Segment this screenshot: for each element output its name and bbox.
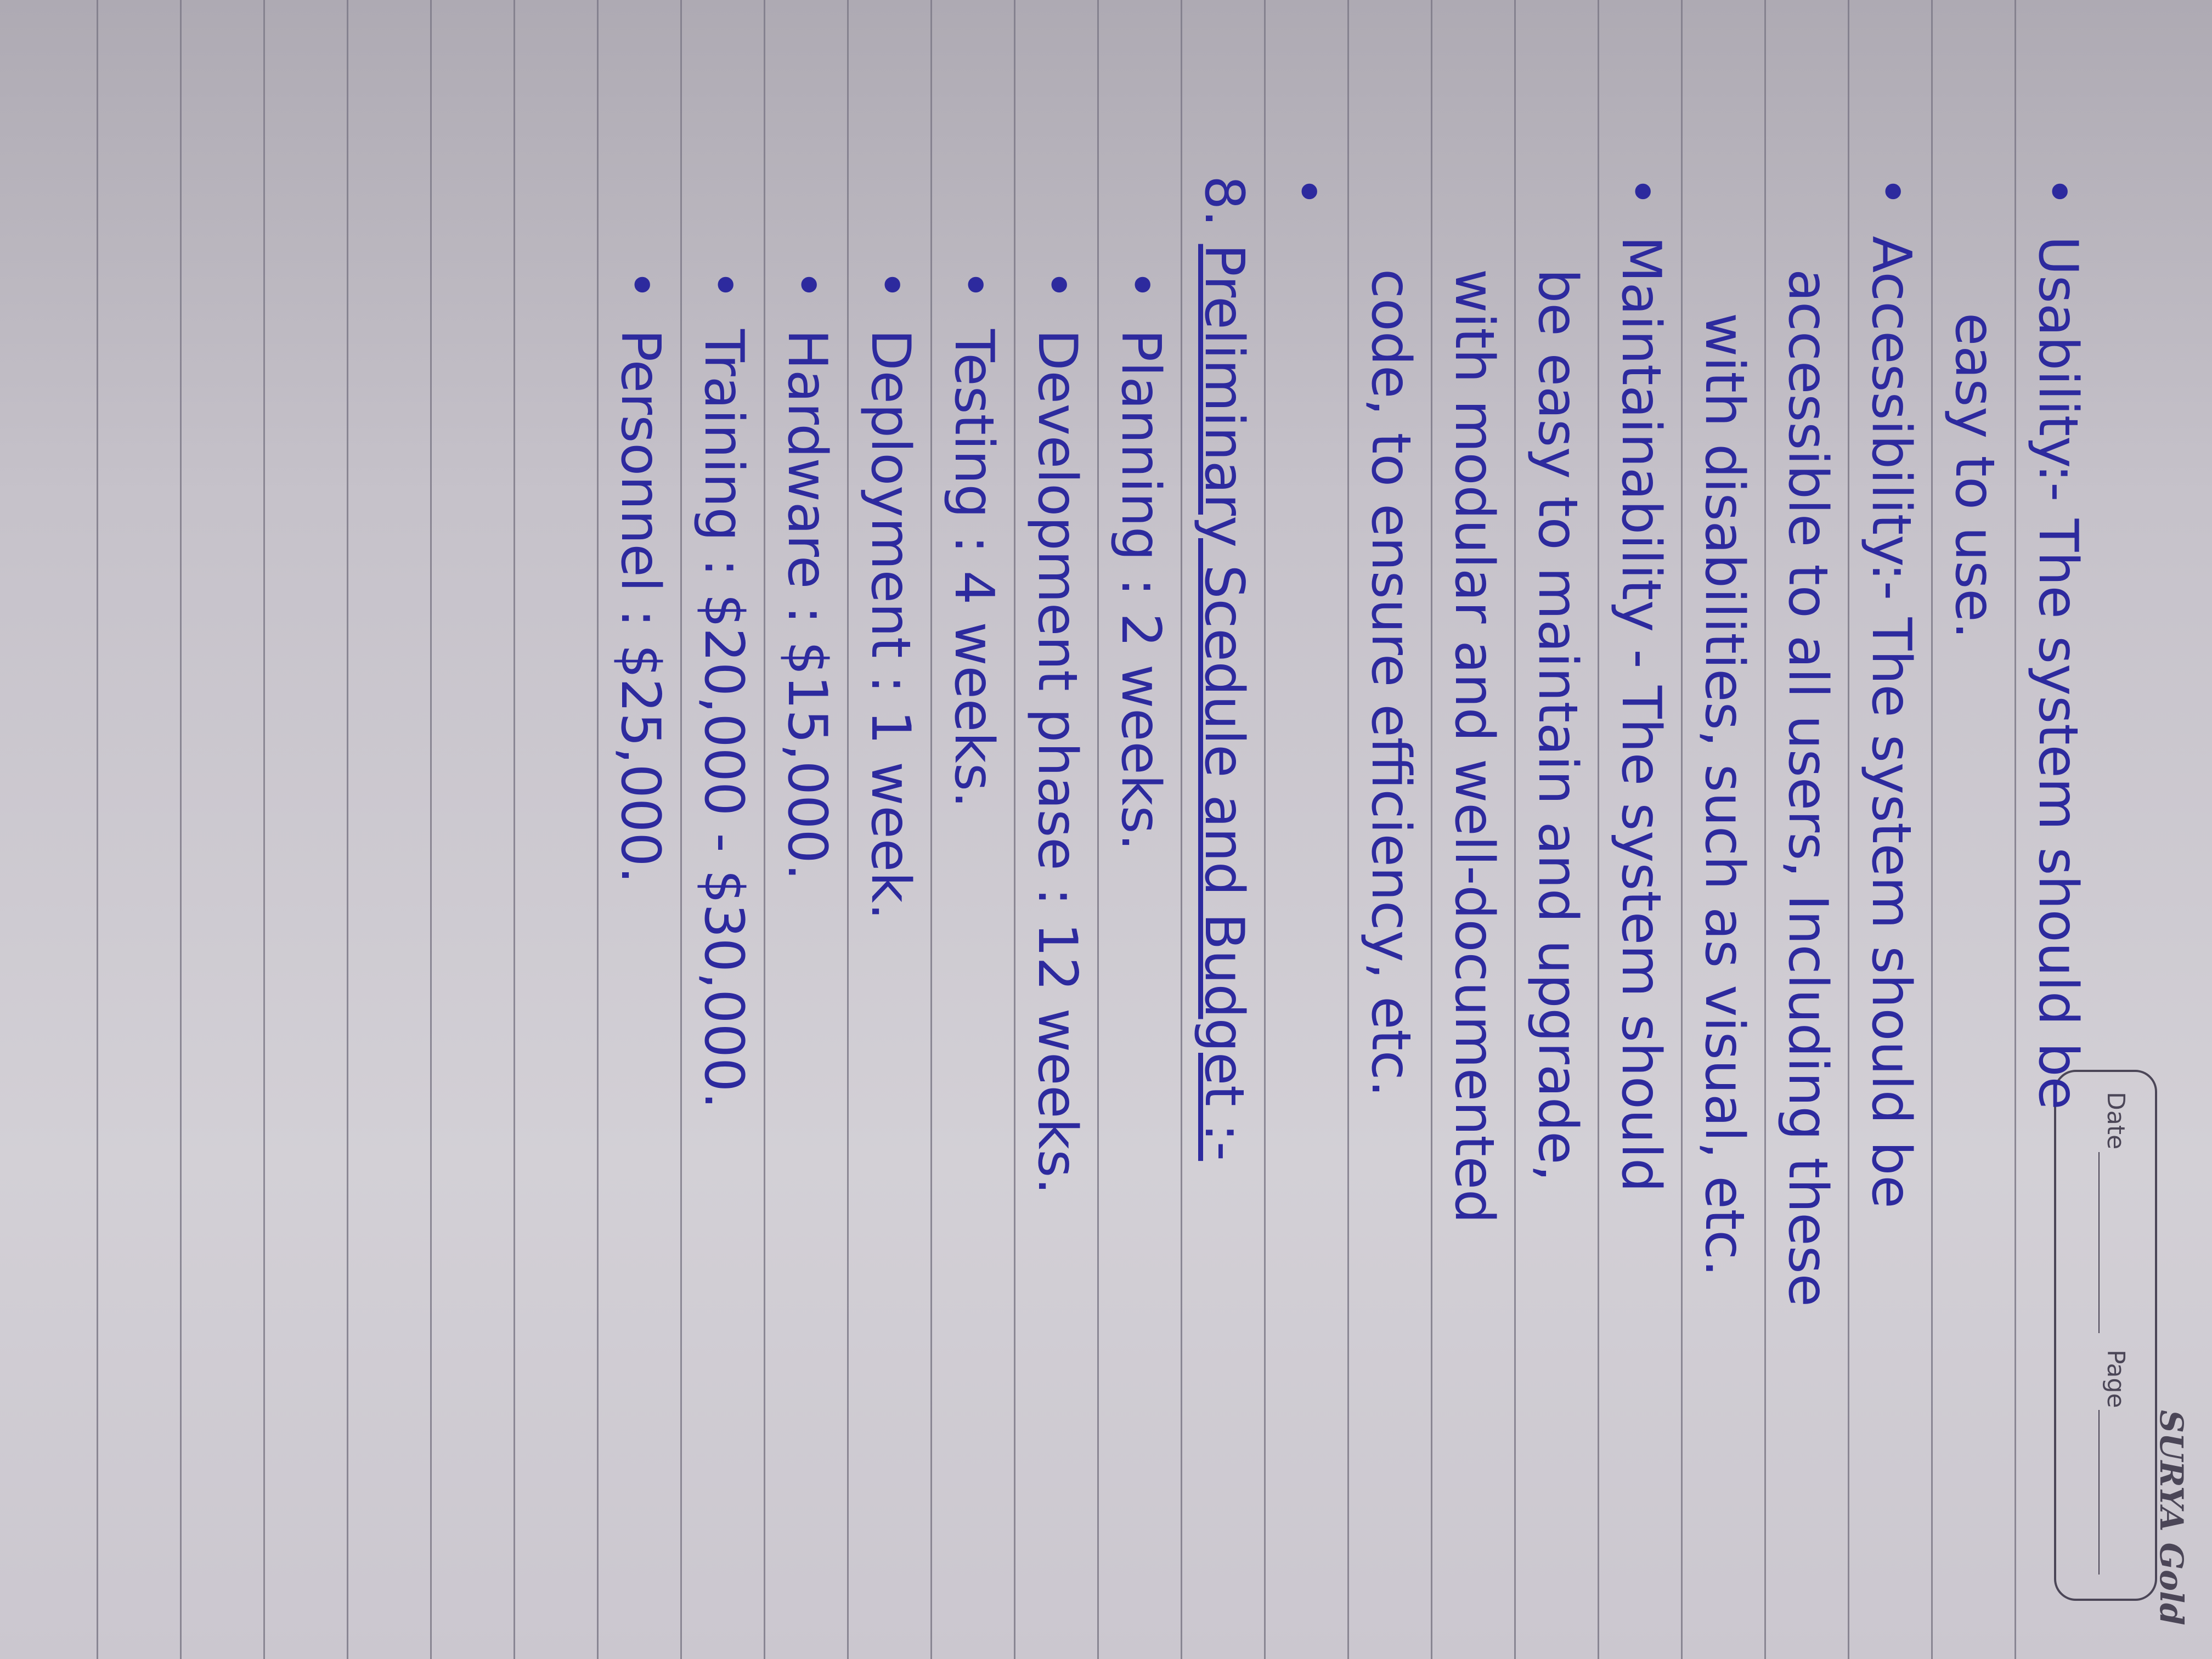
item-label: Development phase xyxy=(1026,329,1088,871)
item-value: : $20,000 - $30,000. xyxy=(692,558,755,1109)
maintainability-line-1 xyxy=(1599,176,1683,1593)
item-label: Personnel xyxy=(609,329,672,592)
usability-line-2: easy to use. xyxy=(1943,313,2006,639)
list-item xyxy=(682,176,765,1593)
list-item xyxy=(1099,176,1182,1593)
bullet: • xyxy=(1026,269,1088,301)
date-label: Date xyxy=(2102,1092,2130,1150)
brand-logo: SURYA Gold xyxy=(2153,1410,2190,1626)
item-value: : 2 weeks. xyxy=(1109,578,1172,851)
bullet: • xyxy=(859,269,922,301)
bullet: • xyxy=(1860,176,1922,207)
accessibility-line-1 xyxy=(1849,176,1933,1593)
accessibility-line-2: accessible to all users, Including these xyxy=(1776,269,1839,1307)
item-value: : 12 weeks. xyxy=(1026,887,1088,1195)
usability-term: Usability xyxy=(2027,236,2089,465)
ruled-line xyxy=(97,0,98,1659)
bullet: • xyxy=(609,269,672,301)
bullet: • xyxy=(776,269,838,301)
page-label: Page xyxy=(2102,1350,2130,1408)
maintainability-line-2: be easy to maintain and upgrade, xyxy=(1526,269,1589,1182)
section-number: 8. xyxy=(1193,176,1255,227)
maintainability-line-4: code, to ensure efficiency, etc. xyxy=(1359,269,1422,1097)
bullet: • xyxy=(1610,176,1672,207)
item-label: Deployment xyxy=(859,329,922,658)
item-value: : $15,000. xyxy=(776,606,838,881)
item-label: Testing xyxy=(943,329,1005,518)
accessibility-text: The system should be xyxy=(1860,617,1922,1209)
maintainability-line-3: with modular and well-documented xyxy=(1443,269,1505,1224)
list-item xyxy=(599,176,682,1593)
bullet: • xyxy=(943,269,1005,301)
ruled-line xyxy=(180,0,182,1659)
item-value: : $25,000. xyxy=(609,609,672,884)
bullet: • xyxy=(1109,269,1172,301)
bullet: • xyxy=(692,269,755,301)
handwritten-notes xyxy=(599,176,2100,1593)
list-item xyxy=(1015,176,1099,1593)
item-value: : 1 week. xyxy=(859,675,922,920)
list-item xyxy=(765,176,849,1593)
usability-line-1 xyxy=(2016,176,2100,1593)
list-item xyxy=(932,176,1015,1593)
accessibility-term: Accessibility xyxy=(1860,236,1922,563)
section-heading xyxy=(1182,176,1266,1593)
ruled-line xyxy=(430,0,432,1659)
ruled-line xyxy=(347,0,348,1659)
item-label: Hardware xyxy=(776,329,838,589)
item-value: : 4 weeks. xyxy=(943,535,1005,809)
ruled-line xyxy=(514,0,515,1659)
separator: :- xyxy=(2027,464,2089,519)
accessibility-line-3: with disabilities, such as visual, etc. xyxy=(1693,313,1756,1277)
ruled-line xyxy=(263,0,265,1659)
separator: - xyxy=(1610,632,1672,686)
item-label: Planning xyxy=(1109,329,1172,561)
list-item xyxy=(849,176,932,1593)
empty-bullet-line xyxy=(1266,176,1349,1593)
item-label: Training xyxy=(692,329,755,541)
maintainability-term: Maintainability xyxy=(1610,236,1672,633)
bullet: • xyxy=(1276,176,1339,207)
bullet: • xyxy=(2027,176,2089,207)
section-title: Preliminary Scedule and Budget :- xyxy=(1193,244,1255,1161)
usability-text: The system should be xyxy=(2027,518,2089,1110)
maintainability-text: The system should xyxy=(1610,685,1672,1193)
separator: :- xyxy=(1860,562,1922,618)
